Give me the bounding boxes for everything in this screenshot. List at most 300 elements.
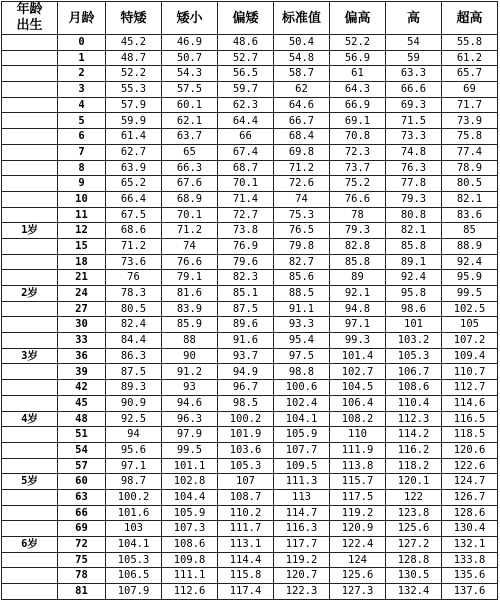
height-value-cell: 59.9 [106, 113, 162, 129]
height-value-cell: 96.3 [162, 411, 218, 427]
height-value-cell: 93.7 [218, 348, 274, 364]
height-value-cell: 92.1 [330, 286, 386, 302]
height-value-cell: 67.6 [162, 176, 218, 192]
height-value-cell: 122 [386, 489, 442, 505]
height-value-cell: 109.5 [274, 458, 330, 474]
height-value-cell: 70.8 [330, 129, 386, 145]
month-cell: 1 [58, 50, 106, 66]
height-value-cell: 75.2 [330, 176, 386, 192]
height-value-cell: 83.6 [442, 207, 498, 223]
age-year-cell: 4岁 [2, 411, 58, 427]
height-value-cell: 109.8 [162, 552, 218, 568]
height-value-cell: 99.5 [442, 286, 498, 302]
age-year-cell [2, 364, 58, 380]
height-value-cell: 82.4 [106, 317, 162, 333]
height-value-cell: 55.3 [106, 82, 162, 98]
height-value-cell: 120.1 [386, 474, 442, 490]
height-value-cell: 61 [330, 66, 386, 82]
height-value-cell: 84.4 [106, 333, 162, 349]
height-value-cell: 91.1 [274, 301, 330, 317]
height-value-cell: 103.6 [218, 442, 274, 458]
height-value-cell: 66.7 [274, 113, 330, 129]
height-value-cell: 124.7 [442, 474, 498, 490]
height-value-cell: 127.2 [386, 537, 442, 553]
height-value-cell: 71.5 [386, 113, 442, 129]
height-value-cell: 80.5 [442, 176, 498, 192]
height-value-cell: 76.5 [274, 223, 330, 239]
height-value-cell: 103.2 [386, 333, 442, 349]
height-value-cell: 82.3 [218, 270, 274, 286]
height-value-cell: 98.5 [218, 395, 274, 411]
height-value-cell: 114.2 [386, 427, 442, 443]
height-value-cell: 72.3 [330, 144, 386, 160]
height-value-cell: 133.8 [442, 552, 498, 568]
height-value-cell: 63.7 [162, 129, 218, 145]
height-value-cell: 64.6 [274, 97, 330, 113]
month-cell: 81 [58, 584, 106, 600]
age-year-cell: 3岁 [2, 348, 58, 364]
height-value-cell: 73.9 [442, 113, 498, 129]
height-value-cell: 71.2 [274, 160, 330, 176]
height-value-cell: 66.4 [106, 191, 162, 207]
height-value-cell: 85.9 [162, 317, 218, 333]
height-value-cell: 114.6 [442, 395, 498, 411]
height-value-cell: 77.4 [442, 144, 498, 160]
height-value-cell: 76.6 [330, 191, 386, 207]
height-value-cell: 85.8 [386, 238, 442, 254]
height-value-cell: 66.3 [162, 160, 218, 176]
height-value-cell: 116.2 [386, 442, 442, 458]
age-year-cell [2, 521, 58, 537]
month-cell: 27 [58, 301, 106, 317]
height-value-cell: 95.9 [442, 270, 498, 286]
table-row [2, 364, 498, 380]
height-value-cell: 101.6 [106, 505, 162, 521]
age-year-cell [2, 380, 58, 396]
height-value-cell: 135.6 [442, 568, 498, 584]
height-value-cell: 59.7 [218, 82, 274, 98]
age-year-cell: 5岁 [2, 474, 58, 490]
height-value-cell: 77.8 [386, 176, 442, 192]
height-value-cell: 92.4 [386, 270, 442, 286]
height-value-cell: 80.5 [106, 301, 162, 317]
height-value-cell: 137.6 [442, 584, 498, 600]
height-value-cell: 79.8 [274, 238, 330, 254]
height-value-cell: 104.1 [106, 537, 162, 553]
height-value-cell: 110 [330, 427, 386, 443]
height-value-cell: 111.7 [218, 521, 274, 537]
age-year-cell: 2岁 [2, 286, 58, 302]
table-row [2, 301, 498, 317]
height-value-cell: 59 [386, 50, 442, 66]
height-value-cell: 62.7 [106, 144, 162, 160]
height-value-cell: 50.4 [274, 35, 330, 51]
height-value-cell: 95.6 [106, 442, 162, 458]
month-cell: 57 [58, 458, 106, 474]
age-year-header [2, 2, 58, 35]
height-value-cell: 87.5 [106, 364, 162, 380]
month-cell: 8 [58, 160, 106, 176]
table-row [2, 66, 498, 82]
table-row [2, 395, 498, 411]
height-value-cell: 101 [386, 317, 442, 333]
table-row [2, 521, 498, 537]
header-row [2, 2, 498, 35]
height-value-cell: 88.5 [274, 286, 330, 302]
height-value-cell: 88 [162, 333, 218, 349]
month-cell: 24 [58, 286, 106, 302]
height-value-cell: 71.4 [218, 191, 274, 207]
height-value-cell: 96.7 [218, 380, 274, 396]
height-value-cell: 110.4 [386, 395, 442, 411]
age-year-cell [2, 442, 58, 458]
height-value-cell: 98.8 [274, 364, 330, 380]
height-value-cell: 130.4 [442, 521, 498, 537]
height-value-cell: 91.2 [162, 364, 218, 380]
height-value-cell: 99.3 [330, 333, 386, 349]
height-value-cell: 85.1 [218, 286, 274, 302]
age-year-cell: 1岁 [2, 223, 58, 239]
height-value-cell: 74 [162, 238, 218, 254]
height-value-cell: 74 [274, 191, 330, 207]
month-cell: 18 [58, 254, 106, 270]
height-value-cell: 54.8 [274, 50, 330, 66]
height-value-cell: 115.7 [330, 474, 386, 490]
month-cell: 75 [58, 552, 106, 568]
height-value-cell: 101.1 [162, 458, 218, 474]
age-year-cell [2, 160, 58, 176]
age-year-cell [2, 568, 58, 584]
height-standard-table [1, 1, 498, 600]
height-value-cell: 94.9 [218, 364, 274, 380]
height-value-cell: 104.1 [274, 411, 330, 427]
age-year-cell [2, 129, 58, 145]
height-value-cell: 105.9 [274, 427, 330, 443]
height-value-cell: 105.3 [106, 552, 162, 568]
age-year-cell [2, 144, 58, 160]
month-cell: 11 [58, 207, 106, 223]
height-value-cell: 95.4 [274, 333, 330, 349]
height-value-cell: 132.4 [386, 584, 442, 600]
table-row [2, 489, 498, 505]
height-value-cell: 76.9 [218, 238, 274, 254]
height-value-cell: 64.4 [218, 113, 274, 129]
height-value-cell: 108.6 [386, 380, 442, 396]
table-row [2, 317, 498, 333]
height-value-cell: 93 [162, 380, 218, 396]
height-value-cell: 117.5 [330, 489, 386, 505]
height-value-cell: 117.7 [274, 537, 330, 553]
height-value-cell: 79.6 [218, 254, 274, 270]
height-value-cell: 118.2 [386, 458, 442, 474]
height-value-cell: 97.1 [330, 317, 386, 333]
height-value-cell: 76 [106, 270, 162, 286]
height-value-cell: 107.2 [442, 333, 498, 349]
height-value-cell: 105.3 [218, 458, 274, 474]
height-value-cell: 92.4 [442, 254, 498, 270]
height-value-cell: 102.4 [274, 395, 330, 411]
height-value-cell: 100.6 [274, 380, 330, 396]
height-value-cell: 71.7 [442, 97, 498, 113]
month-cell: 33 [58, 333, 106, 349]
height-value-cell: 54 [386, 35, 442, 51]
height-value-cell: 64.3 [330, 82, 386, 98]
height-value-cell: 130.5 [386, 568, 442, 584]
height-value-cell: 86.3 [106, 348, 162, 364]
height-value-cell: 48.6 [218, 35, 274, 51]
height-value-cell: 54.3 [162, 66, 218, 82]
table-row [2, 286, 498, 302]
height-value-cell: 109.4 [442, 348, 498, 364]
height-value-cell: 69.8 [274, 144, 330, 160]
month-cell: 72 [58, 537, 106, 553]
month-cell: 2 [58, 66, 106, 82]
height-value-cell: 63.9 [106, 160, 162, 176]
height-value-cell: 85.8 [330, 254, 386, 270]
height-value-cell: 89.3 [106, 380, 162, 396]
height-value-cell: 120.9 [330, 521, 386, 537]
height-value-cell: 55.8 [442, 35, 498, 51]
table-row [2, 411, 498, 427]
month-cell: 45 [58, 395, 106, 411]
age-year-cell [2, 254, 58, 270]
height-value-cell: 113.1 [218, 537, 274, 553]
age-year-cell [2, 176, 58, 192]
age-year-cell: 6岁 [2, 537, 58, 553]
month-cell: 60 [58, 474, 106, 490]
height-value-cell: 56.5 [218, 66, 274, 82]
age-year-cell [2, 66, 58, 82]
table-row [2, 505, 498, 521]
col-header-very-short: 特矮 [106, 2, 162, 35]
month-cell: 51 [58, 427, 106, 443]
height-value-cell: 110.2 [218, 505, 274, 521]
height-value-cell: 114.4 [218, 552, 274, 568]
height-value-cell: 110.7 [442, 364, 498, 380]
height-value-cell: 52.7 [218, 50, 274, 66]
age-year-label: 年龄 [16, 2, 43, 17]
height-value-cell: 70.1 [218, 176, 274, 192]
height-value-cell: 107.7 [274, 442, 330, 458]
height-value-cell: 108.2 [330, 411, 386, 427]
height-value-cell: 112.3 [386, 411, 442, 427]
age-year-cell [2, 395, 58, 411]
height-value-cell: 69.1 [330, 113, 386, 129]
month-cell: 39 [58, 364, 106, 380]
table-row [2, 223, 498, 239]
height-value-cell: 128.6 [442, 505, 498, 521]
height-value-cell: 72.7 [218, 207, 274, 223]
height-value-cell: 119.2 [330, 505, 386, 521]
height-value-cell: 111.1 [162, 568, 218, 584]
age-year-cell [2, 489, 58, 505]
height-value-cell: 107 [218, 474, 274, 490]
height-value-cell: 87.5 [218, 301, 274, 317]
table-row [2, 207, 498, 223]
age-month-header: 月龄 [58, 2, 106, 35]
col-header-short: 矮小 [162, 2, 218, 35]
height-value-cell: 62 [274, 82, 330, 98]
month-cell: 7 [58, 144, 106, 160]
table-row [2, 442, 498, 458]
age-year-cell [2, 301, 58, 317]
height-value-cell: 52.2 [330, 35, 386, 51]
height-value-cell: 70.1 [162, 207, 218, 223]
height-value-cell: 107.3 [162, 521, 218, 537]
height-value-cell: 120.7 [274, 568, 330, 584]
height-value-cell: 105 [442, 317, 498, 333]
height-value-cell: 83.9 [162, 301, 218, 317]
height-value-cell: 128.8 [386, 552, 442, 568]
height-value-cell: 58.7 [274, 66, 330, 82]
height-value-cell: 68.9 [162, 191, 218, 207]
height-value-cell: 61.2 [442, 50, 498, 66]
height-value-cell: 122.3 [274, 584, 330, 600]
height-value-cell: 79.3 [386, 191, 442, 207]
month-cell: 5 [58, 113, 106, 129]
birth-label: 出生 [16, 18, 43, 33]
age-year-cell [2, 191, 58, 207]
height-value-cell: 104.5 [330, 380, 386, 396]
height-value-cell: 90.9 [106, 395, 162, 411]
height-value-cell: 108.7 [218, 489, 274, 505]
height-value-cell: 104.4 [162, 489, 218, 505]
height-value-cell: 113 [274, 489, 330, 505]
table-row [2, 270, 498, 286]
height-value-cell: 123.8 [386, 505, 442, 521]
height-value-cell: 69 [442, 82, 498, 98]
table-row [2, 113, 498, 129]
table-row [2, 191, 498, 207]
height-value-cell: 122.4 [330, 537, 386, 553]
height-value-cell: 81.6 [162, 286, 218, 302]
table-row [2, 35, 498, 51]
height-chart-sheet [1, 1, 499, 598]
col-header-very-tall: 超高 [442, 2, 498, 35]
height-value-cell: 132.1 [442, 537, 498, 553]
height-value-cell: 127.3 [330, 584, 386, 600]
height-value-cell: 101.4 [330, 348, 386, 364]
height-value-cell: 57.5 [162, 82, 218, 98]
age-year-cell [2, 317, 58, 333]
table-row [2, 176, 498, 192]
col-header-tall: 高 [386, 2, 442, 35]
month-cell: 63 [58, 489, 106, 505]
age-year-cell [2, 50, 58, 66]
height-value-cell: 78.9 [442, 160, 498, 176]
height-value-cell: 63.3 [386, 66, 442, 82]
height-value-cell: 105.9 [162, 505, 218, 521]
height-value-cell: 100.2 [218, 411, 274, 427]
table-row [2, 552, 498, 568]
height-value-cell: 78.3 [106, 286, 162, 302]
age-year-cell [2, 584, 58, 600]
month-cell: 78 [58, 568, 106, 584]
height-value-cell: 120.6 [442, 442, 498, 458]
height-value-cell: 118.5 [442, 427, 498, 443]
height-value-cell: 62.3 [218, 97, 274, 113]
table-row [2, 537, 498, 553]
table-row [2, 458, 498, 474]
height-value-cell: 94.8 [330, 301, 386, 317]
height-value-cell: 60.1 [162, 97, 218, 113]
height-value-cell: 73.7 [330, 160, 386, 176]
height-value-cell: 68.7 [218, 160, 274, 176]
table-row [2, 584, 498, 600]
height-value-cell: 76.6 [162, 254, 218, 270]
table-row [2, 160, 498, 176]
age-year-cell [2, 427, 58, 443]
height-value-cell: 89 [330, 270, 386, 286]
height-value-cell: 89.1 [386, 254, 442, 270]
height-value-cell: 62.1 [162, 113, 218, 129]
age-year-cell [2, 458, 58, 474]
age-year-cell [2, 82, 58, 98]
table-row [2, 97, 498, 113]
height-value-cell: 66.9 [330, 97, 386, 113]
height-value-cell: 101.9 [218, 427, 274, 443]
table-row [2, 427, 498, 443]
height-value-cell: 91.6 [218, 333, 274, 349]
height-value-cell: 82.1 [386, 223, 442, 239]
month-cell: 30 [58, 317, 106, 333]
height-value-cell: 97.9 [162, 427, 218, 443]
age-year-cell [2, 270, 58, 286]
height-value-cell: 66.6 [386, 82, 442, 98]
height-value-cell: 99.5 [162, 442, 218, 458]
height-value-cell: 105.3 [386, 348, 442, 364]
height-value-cell: 57.9 [106, 97, 162, 113]
height-value-cell: 65.7 [442, 66, 498, 82]
month-cell: 66 [58, 505, 106, 521]
height-value-cell: 46.9 [162, 35, 218, 51]
table-body [2, 35, 498, 600]
age-year-cell [2, 35, 58, 51]
table-row [2, 144, 498, 160]
table-row [2, 50, 498, 66]
height-value-cell: 73.3 [386, 129, 442, 145]
height-value-cell: 74.8 [386, 144, 442, 160]
height-value-cell: 71.2 [106, 238, 162, 254]
table-row [2, 82, 498, 98]
height-value-cell: 76.3 [386, 160, 442, 176]
height-value-cell: 103 [106, 521, 162, 537]
height-value-cell: 111.3 [274, 474, 330, 490]
height-value-cell: 124 [330, 552, 386, 568]
month-cell: 12 [58, 223, 106, 239]
age-year-cell [2, 333, 58, 349]
age-year-cell [2, 207, 58, 223]
height-value-cell: 80.8 [386, 207, 442, 223]
month-cell: 4 [58, 97, 106, 113]
height-value-cell: 106.4 [330, 395, 386, 411]
month-cell: 48 [58, 411, 106, 427]
height-value-cell: 85.6 [274, 270, 330, 286]
height-value-cell: 114.7 [274, 505, 330, 521]
height-value-cell: 73.8 [218, 223, 274, 239]
height-value-cell: 68.4 [274, 129, 330, 145]
height-value-cell: 106.5 [106, 568, 162, 584]
height-value-cell: 94.6 [162, 395, 218, 411]
height-value-cell: 85 [442, 223, 498, 239]
height-value-cell: 97.1 [106, 458, 162, 474]
height-value-cell: 95.8 [386, 286, 442, 302]
height-value-cell: 113.8 [330, 458, 386, 474]
height-value-cell: 92.5 [106, 411, 162, 427]
height-value-cell: 79.1 [162, 270, 218, 286]
height-value-cell: 71.2 [162, 223, 218, 239]
height-value-cell: 52.2 [106, 66, 162, 82]
